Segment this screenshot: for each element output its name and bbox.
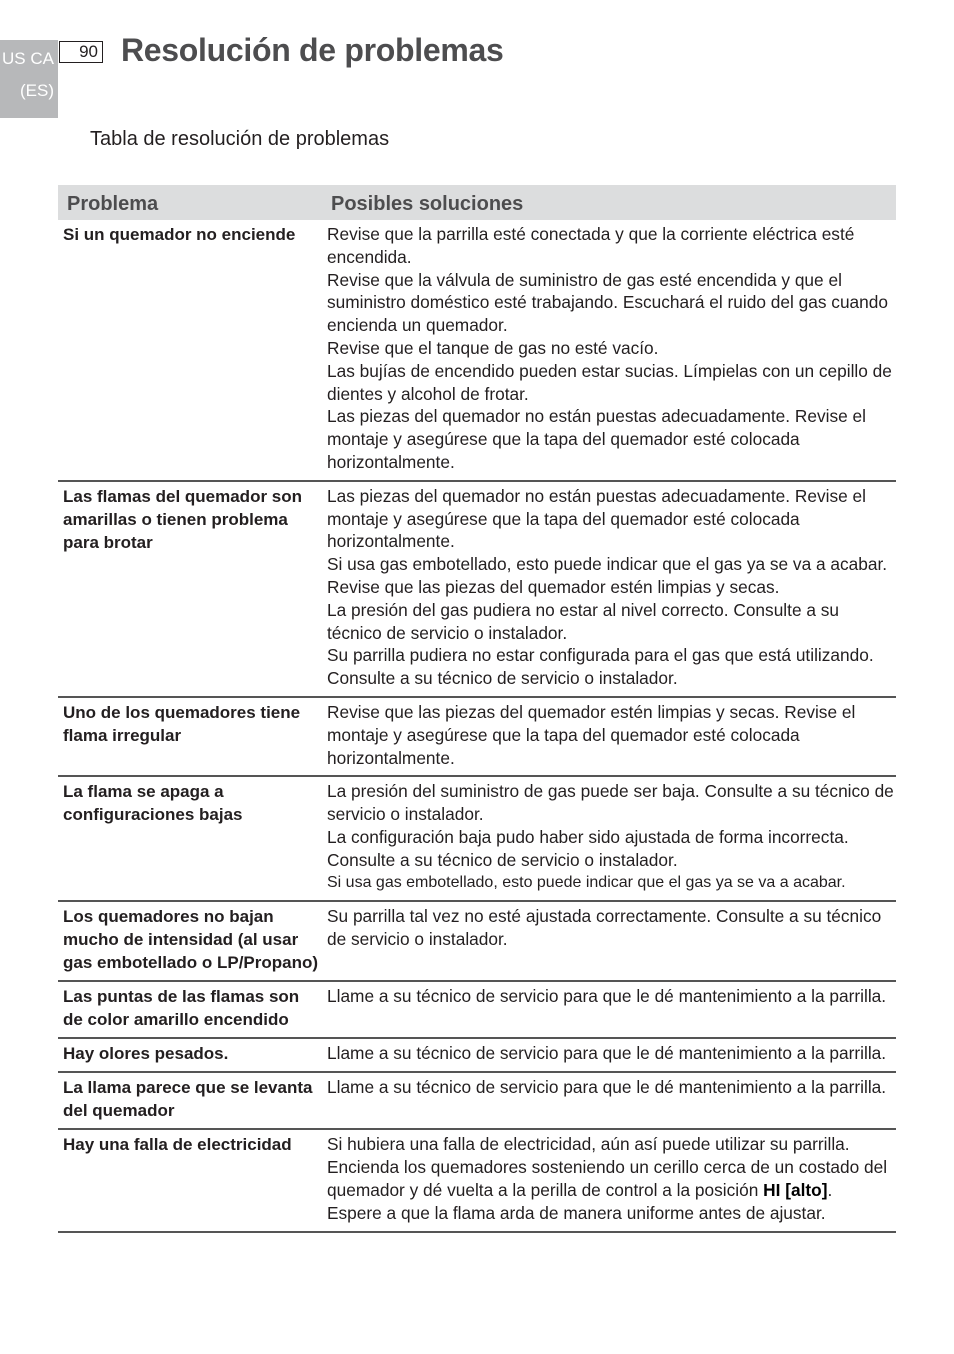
solution-text: Las bujías de encendido pueden estar sucias. Límpielas con un cepillo de dientes y alcohol de frotar. — [327, 360, 892, 404]
problem-cell: Uno de los quemadores tiene flama irregular — [58, 697, 322, 776]
solutions-cell — [322, 1038, 896, 1072]
region-code: US CA — [2, 49, 54, 68]
table-row — [58, 901, 896, 981]
region-tab — [0, 40, 58, 118]
section-title: Tabla de resolución de problemas — [90, 128, 390, 150]
table-row — [58, 481, 896, 697]
solution-text: Si usa gas embotellado, esto puede indicar que el gas ya se va a acabar. — [327, 554, 888, 575]
troubleshooting-table — [58, 185, 896, 1233]
solutions-cell — [322, 981, 896, 1038]
solution-text: Revise que las piezas del quemador estén limpias y secas. Revise el montaje y asegúrese que la tapa del quemador esté colocada horizontalmente. — [327, 701, 856, 768]
solution-text: La presión del gas pudiera no estar al nivel correcto. Consulte a su técnico de servicio o instalador. — [327, 599, 840, 643]
hi-setting-label: HI [alto] — [763, 1179, 828, 1200]
table-row — [58, 1129, 896, 1231]
solution-text: Revise que la parrilla esté conectada y que la corriente eléctrica esté encendida. — [327, 224, 855, 267]
solutions-cell — [322, 776, 896, 901]
problem-cell: La flama se apaga a configuraciones bajas — [58, 776, 322, 901]
page-number: 90 — [59, 41, 103, 63]
problem-cell: Si un quemador no enciende — [58, 220, 322, 481]
solution-text: Revise que las piezas del quemador estén limpias y secas. — [327, 576, 780, 597]
problem-cell: Las flamas del quemador son amarillas o tienen problema para brotar — [58, 481, 322, 697]
solutions-cell — [322, 1072, 896, 1129]
problem-cell: Las puntas de las flamas son de color amarillo encendido — [58, 981, 322, 1038]
solutions-cell — [322, 697, 896, 776]
solution-text: Revise que la válvula de suministro de gas esté encendida y que el suministro doméstico esté trabajando. Escuchará el ruido del gas cuando encienda un quemador. — [327, 269, 888, 336]
solution-text: Si hubiera una falla de electricidad, aún así puede utilizar su parrilla. — [327, 1134, 850, 1155]
solutions-cell — [322, 220, 896, 481]
solution-text: Su parrilla pudiera no estar configurada para el gas que está utilizando. Consulte a su técnico de servicio o instalador. — [327, 645, 874, 689]
solution-text: Las piezas del quemador no están puestas adecuadamente. Revise el montaje y asegúrese que la tapa del quemador esté colocada horizontalmente. — [327, 485, 866, 552]
solution-text: Las piezas del quemador no están puestas adecuadamente. Revise el montaje y asegúrese que la tapa del quemador esté colocada horizontalmente. — [327, 406, 866, 472]
solution-text-inline: Encienda los quemadores sosteniendo un cerillo cerca de un costado del quemador y dé vuelta a la perilla de control a la posición — [327, 1157, 888, 1200]
page-title: Resolución de problemas — [121, 32, 504, 68]
solutions-cell — [322, 1129, 896, 1231]
solution-text: Llame a su técnico de servicio para que le dé mantenimiento a la parrilla. — [327, 1077, 887, 1098]
table-row — [58, 697, 896, 776]
table-row — [58, 220, 896, 481]
solution-text: Revise que el tanque de gas no esté vacío. — [327, 337, 659, 358]
solution-text: Llame a su técnico de servicio para que le dé mantenimiento a la parrilla. — [327, 986, 887, 1007]
table-row — [58, 1038, 896, 1072]
column-header-problem: Problema — [58, 185, 322, 220]
problem-cell: La llama parece que se levanta del quemador — [58, 1072, 322, 1129]
solution-text: Encienda los quemadores sosteniendo un cerillo cerca de un costado del quemador y dé vuelta a la perilla de control a la posición HI [alto]. — [327, 1157, 888, 1200]
solution-text: La configuración baja pudo haber sido ajustada de forma incorrecta. Consulte a su técnico de servicio o instalador. — [327, 826, 849, 870]
solution-text: Su parrilla tal vez no esté ajustada correctamente. Consulte a su técnico de servicio o instalador. — [327, 906, 882, 950]
problem-cell: Los quemadores no bajan mucho de intensidad (al usar gas embotellado o LP/Propano) — [58, 901, 322, 981]
table-row — [58, 776, 896, 901]
problem-cell: Hay una falla de electricidad — [58, 1129, 322, 1231]
solutions-cell — [322, 901, 896, 981]
table-row — [58, 981, 896, 1038]
solution-text: Si usa gas embotellado, esto puede indicar que el gas ya se va a acabar. — [327, 873, 846, 891]
column-header-solutions: Posibles soluciones — [322, 185, 896, 220]
solution-text: Espere a que la flama arda de manera uniforme antes de ajustar. — [327, 1202, 826, 1223]
solution-text: La presión del suministro de gas puede ser baja. Consulte a su técnico de servicio o instalador. — [327, 781, 894, 825]
table-row — [58, 1072, 896, 1129]
problem-cell: Hay olores pesados. — [58, 1038, 322, 1072]
region-language: (ES) — [20, 81, 54, 100]
solutions-cell — [322, 481, 896, 697]
solution-text: Llame a su técnico de servicio para que le dé mantenimiento a la parrilla. — [327, 1043, 887, 1064]
table-header-row — [58, 185, 896, 220]
